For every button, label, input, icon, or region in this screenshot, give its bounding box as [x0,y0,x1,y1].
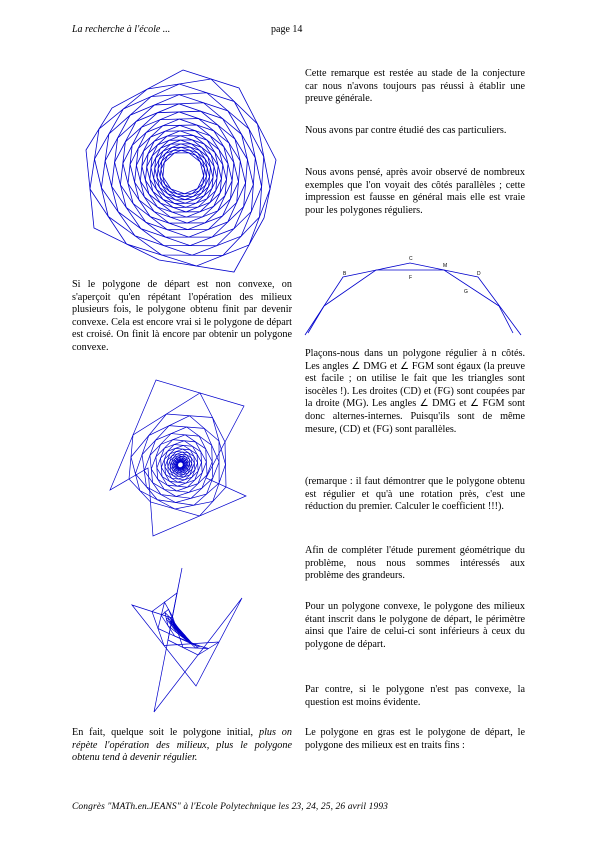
figure-crossed-iterations [114,560,249,720]
conclusion-italic: plus on répète l'opération des milieux, plus le polygone obtenu tend à devenir régulier. [72,727,292,764]
nonconvex-polygon-4 [142,426,219,503]
nonconvex-polygon-10 [161,444,202,486]
paragraph-remark: (remarque : il faut démontrer que le polygone obtenu est régulier et qu'à une rotation près, c'est une réduction du premier. Calculer le coefficient !!!). [305,476,525,513]
label-G: G [464,289,468,295]
crossed-polygon-31 [179,631,180,632]
nonconvex-polygon-9 [157,441,202,488]
label-M: M [443,263,448,269]
figure-regular-polygon-arc [303,255,523,335]
label-C: C [409,256,413,262]
paragraph-regular-polygon-proof: Plaçons-nous dans un polygone régulier à n côtés. Les angles ∠ DMG et ∠ FGM sont égaux (la preuve est facile ; on utilise le fait que les triangles sont isocèles !). Les droites (CD) et (FG) sont coupées par la droite (MG). Les angles ∠ DMG et ∠ FGM sont donc alternes-internes. Puisqu'ils sont de même mesure, (CD) et (FG) sont parallèles. [305,348,525,435]
footer-conference: Congrès "MATh.en.JEANS" à l'Ecole Polytechnique les 23, 24, 25, 26 avril 1993 [72,802,389,812]
paragraph-convex-perimeter: Pour un polygone convexe, le polygone des milieux étant inscrit dans le polygone de départ, le périmètre ainsi que l'aire de celui-ci sont inférieurs à ceux du polygone de départ. [305,601,525,650]
label-F: F [409,275,413,281]
nonconvex-polygon-13 [165,449,195,480]
convex-polygon-0 [86,70,276,272]
paragraph-bold-polygon: Le polygone en gras est le polygone de départ, le polygone des milieux est en traits fins : [305,727,525,751]
inner-polygon-extension-right [499,306,513,333]
nonconvex-polygon-12 [164,448,197,482]
nonconvex-polygon-1 [129,393,226,516]
nonconvex-polygon-11 [161,445,198,483]
paragraph-nonconvex: Si le polygone de départ est non convexe, on s'aperçoit qu'en répétant l'opération des milieux plusieurs fois, le polygone obtenu finit par devenir convexe. Cela est encore vrai si le polygone de départ est croisé. On finit là encore par obtenir un polygone convexe. [72,279,292,353]
nonconvex-polygon-7 [151,435,207,493]
paragraph-conclusion [72,727,292,765]
page-number: page 14 [271,24,303,35]
figure-nonconvex-iterations [108,378,258,538]
paragraph-nonconvex-question: Par contre, si le polygone n'est pas convexe, la question est moins évidente. [305,684,525,708]
nonconvex-polygon-16 [170,454,192,476]
running-header: La recherche à l'école ... [72,24,171,35]
label-B: B [343,271,347,277]
paragraph-particular-cases: Nous avons par contre étudié des cas particuliers. [305,125,507,136]
conclusion-prefix: En fait, quelque soit le polygone initial, [72,727,259,738]
crossed-polygon-2 [158,602,209,648]
paragraph-parallel-sides: Nous avons pensé, après avoir observé de nombreux exemples que l'on voyait des côtés parallèles ; cette impression est fausse en général mais elle est vraie pour les polygones réguliers. [305,167,525,216]
crossed-polygon-1 [152,593,219,655]
nonconvex-polygon-17 [170,454,190,474]
paragraph-magnitudes: Afin de compléter l'étude purement géométrique du problème, nous nous sommes intéressés aux problème des grandeurs. [305,545,525,582]
figure-convex-iterations [84,68,284,278]
crossed-polygon-3 [161,609,200,648]
paragraph-conjecture: Cette remarque est restée au stade de la conjecture car nous n'avons toujours pas réussi à établir une preuve générale. [305,68,525,105]
nonconvex-polygon-29 [178,462,184,468]
label-D: D [477,271,481,277]
inner-polygon-extension [308,306,324,333]
